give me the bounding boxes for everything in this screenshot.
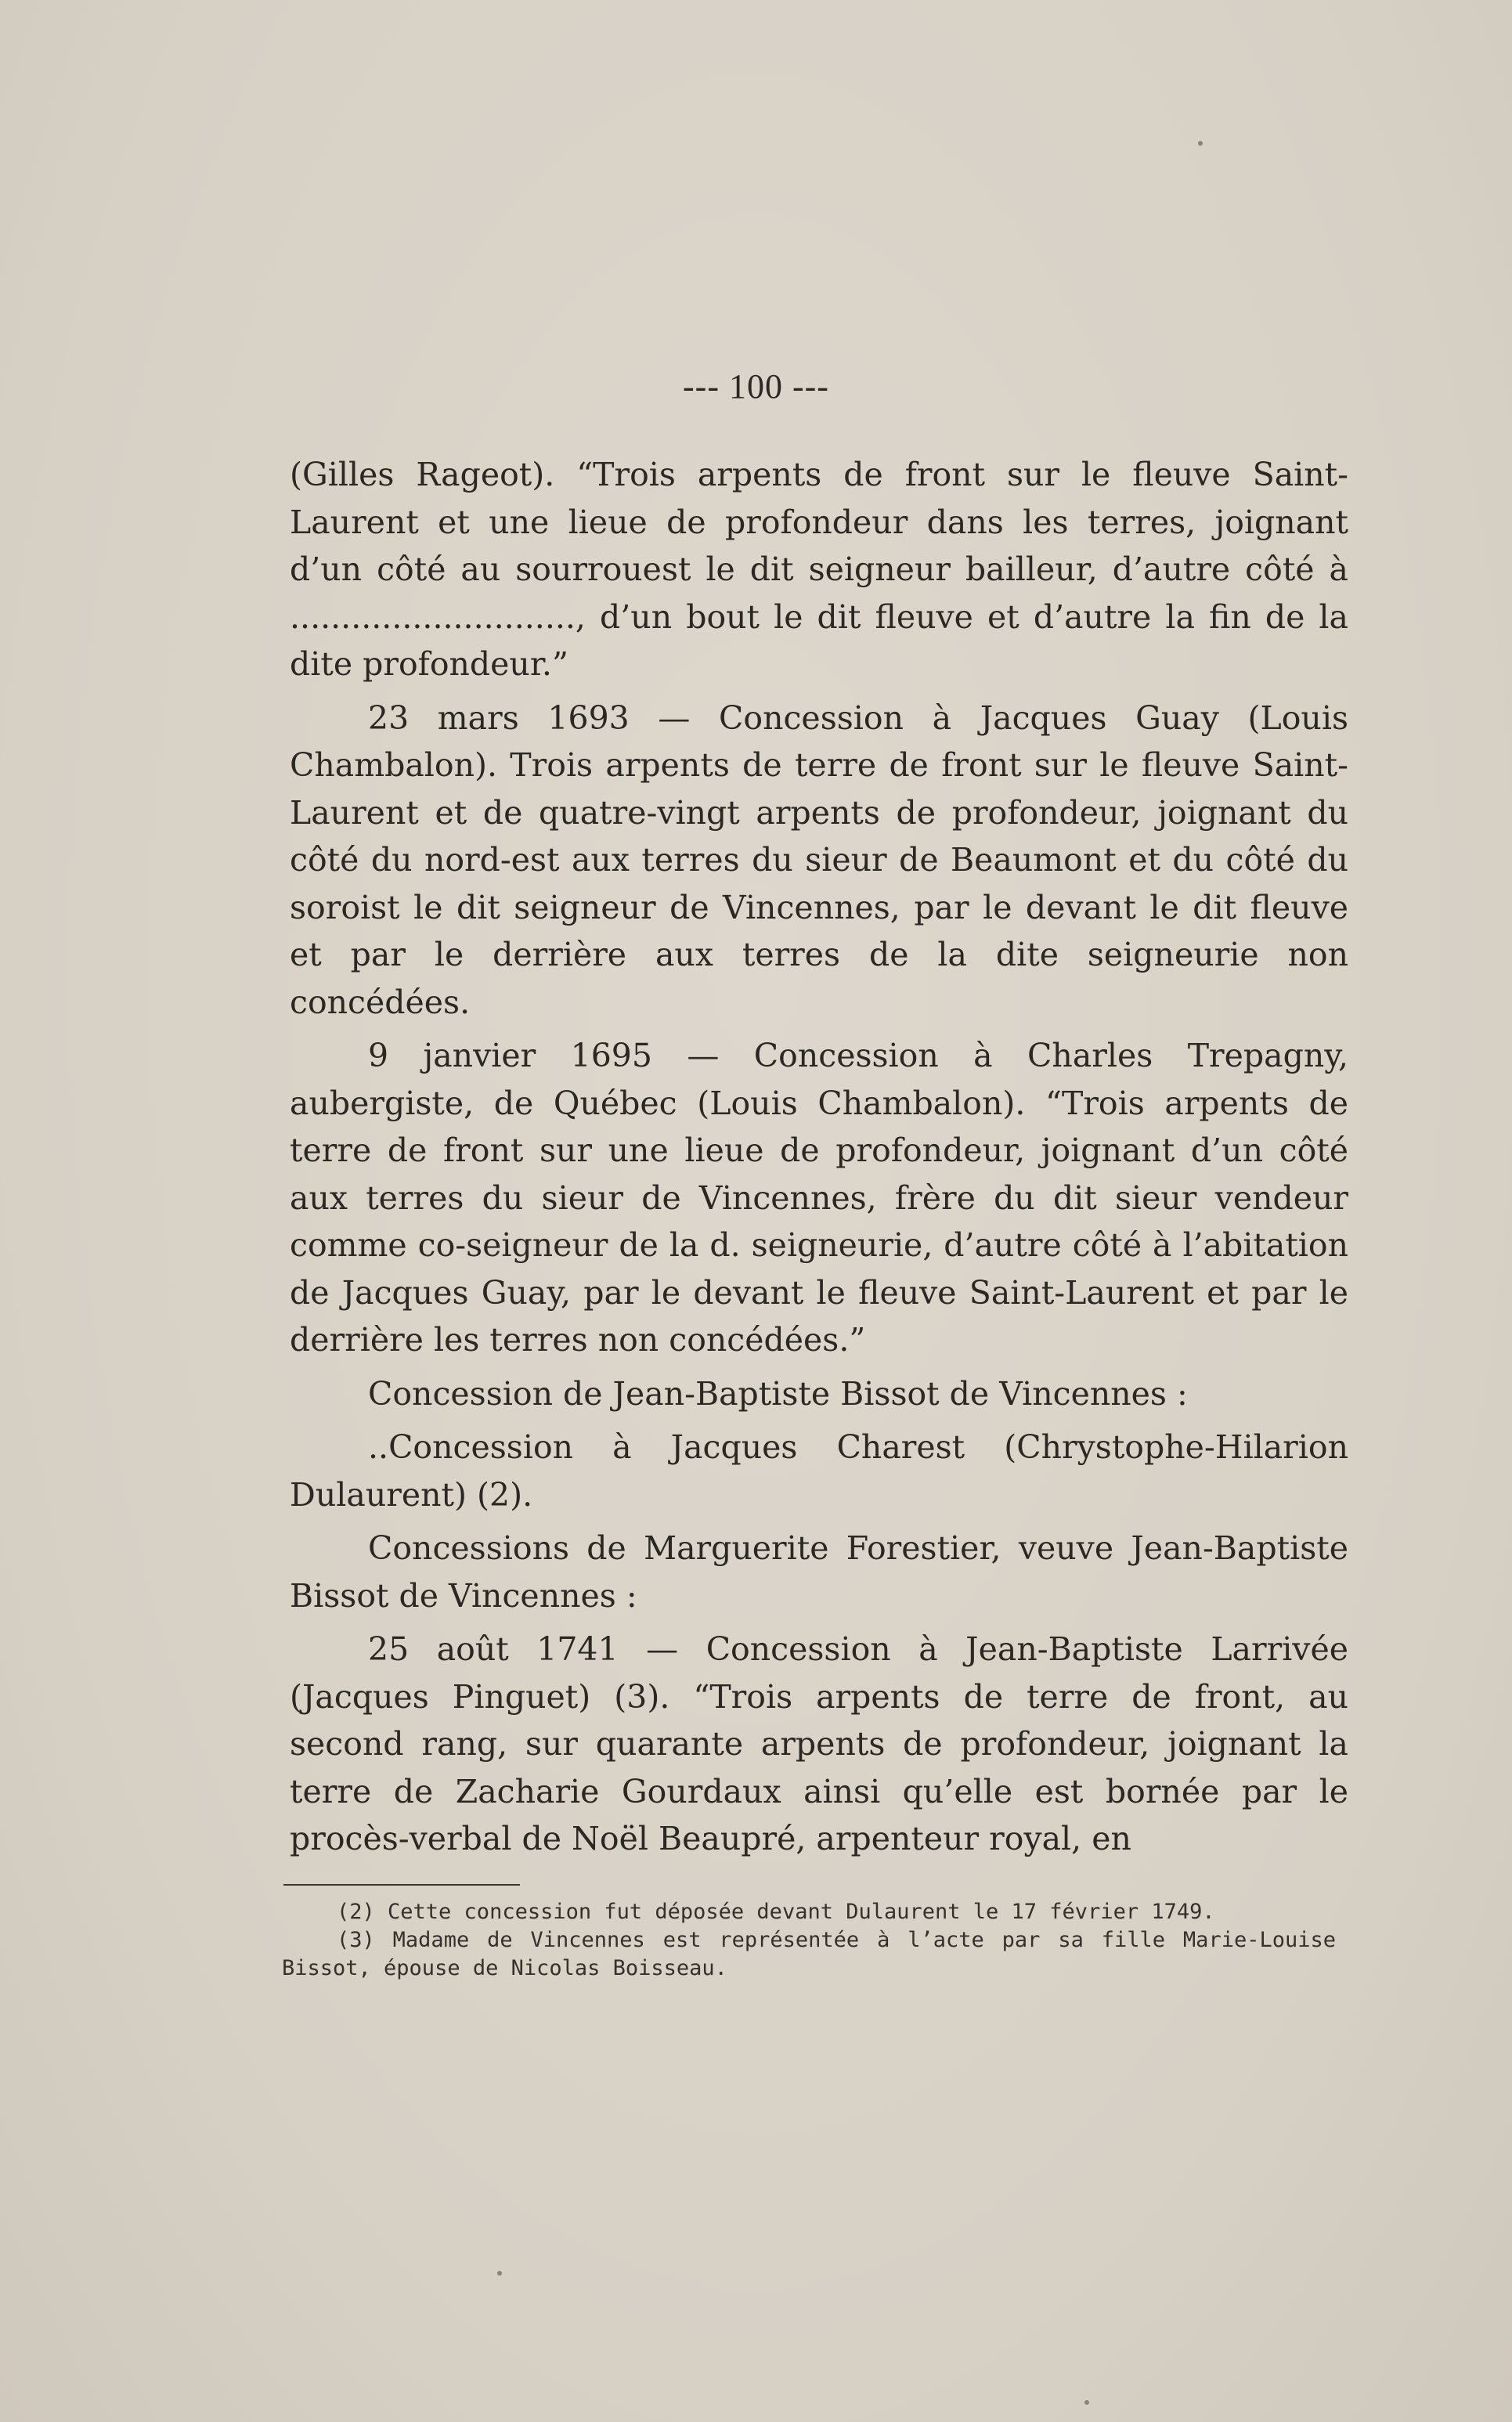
footnote-2: (2) Cette concession fut déposée devant Dulaurent le 17 février 1749. bbox=[337, 1900, 1215, 1924]
paragraph-heading-forestier: Concessions de Marguerite Forestier, veuve Jean-Baptiste Bissot de Vincennes : bbox=[290, 1529, 1348, 1615]
paragraph-heading-bissot: Concession de Jean-Baptiste Bissot de Vincennes : bbox=[368, 1374, 1188, 1413]
page-number: --- 100 --- bbox=[683, 367, 829, 406]
paragraph-concession-larrivee: 25 août 1741 — Concession à Jean-Baptiste Larrivée (Jacques Pinguet) (3). “Trois arpents de terre de front, au second rang, sur quarante arpents de profondeur, joignant la terre de Zacharie Gourdaux ainsi qu’elle est bornée par le procès-verbal de Noël Beaupré, arpenteur royal, en bbox=[290, 1630, 1348, 1857]
paper-speck bbox=[497, 2271, 502, 2276]
paper-speck bbox=[1198, 141, 1203, 146]
footnote-3: (3) Madame de Vincennes est représentée à l’acte par sa fille Marie-Louise Bissot, épouse de Nicolas Boisseau. bbox=[282, 1928, 1336, 1980]
paragraph-concession-charest: ..Concession à Jacques Charest (Chrystophe-Hilarion Dulaurent) (2). bbox=[290, 1428, 1348, 1514]
paragraph-concession-guay: 23 mars 1693 — Concession à Jacques Guay (Louis Chambalon). Trois arpents de terre de front sur le fleuve Saint-Laurent et de quatre-vingt arpents de profondeur, joignant du côté du nord-est aux terres du sieur de Beaumont et du côté du soroist le dit seigneur de Vincennes, par le devant le dit fleuve et par le derrière aux terres de la dite seigneurie non concédées. bbox=[290, 698, 1348, 1021]
main-text bbox=[290, 451, 1348, 1869]
paper-speck bbox=[1084, 2400, 1089, 2405]
paragraph-continuation: (Gilles Rageot). “Trois arpents de front sur le fleuve Saint-Laurent et une lieue de profondeur dans les terres, joignant d’un côté au sourrouest le dit seigneur bailleur, d’autre côté à ............................, d’un bout le dit fleuve et d’autre la fin de la dite profondeur.” bbox=[290, 456, 1348, 683]
footnote-divider bbox=[283, 1884, 520, 1886]
paragraph-concession-trepagny: 9 janvier 1695 — Concession à Charles Trepagny, aubergiste, de Québec (Louis Chambalon). “Trois arpents de terre de front sur une lieue de profondeur, joignant d’un côté aux terres du sieur de Vincennes, frère du dit sieur vendeur comme co-seigneur de la d. seigneurie, d’autre côté à l’abitation de Jacques Guay, par le devant le fleuve Saint-Laurent et par le derrière les terres non concédées.” bbox=[290, 1037, 1348, 1359]
footnotes bbox=[282, 1898, 1336, 1983]
